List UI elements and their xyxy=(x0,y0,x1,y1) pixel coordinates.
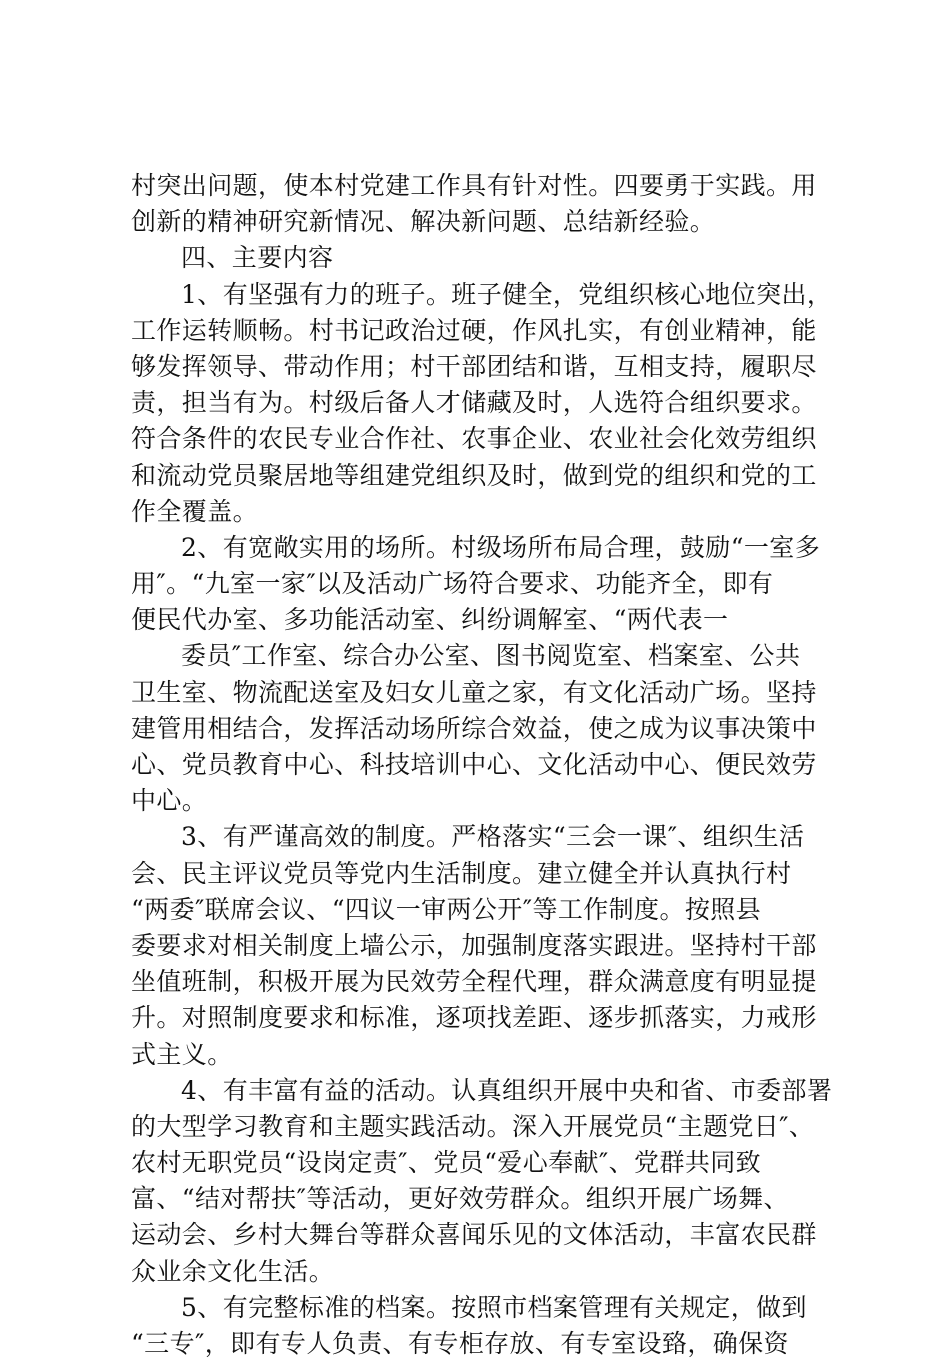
text-line: “三专″，即有专人负责、有专柜存放、有专室设臵，确保资 xyxy=(131,1329,789,1358)
text-line: 委要求对相关制度上墙公示，加强制度落实跟进。坚持村干部 xyxy=(131,930,817,960)
text-line: 创新的精神研究新情况、解决新问题、总结新经验。 xyxy=(131,207,716,237)
text-line: 式主义。 xyxy=(131,1039,233,1069)
text-line: 会、民主评议党员等党内生活制度。建立健全并认真执行村 xyxy=(131,858,792,888)
text-line: 够发挥领导、带动作用；村干部团结和谐，互相支持，履职尽 xyxy=(131,351,817,381)
text-line: 坐值班制，积极开展为民效劳全程代理，群众满意度有明显提 xyxy=(131,967,817,997)
text-line: 四、主要内容 xyxy=(181,243,334,273)
text-line: “两委″联席会议、“四议一审两公开″等工作制度。按照县 xyxy=(131,894,762,924)
text-line: 升。对照制度要求和标准，逐项找差距、逐步抓落实，力戒形 xyxy=(131,1003,817,1033)
text-line: 责，担当有为。村级后备人才储藏及时，人选符合组织要求。 xyxy=(131,388,817,418)
text-line: 符合条件的农民专业合作社、农事企业、农业社会化效劳组织 xyxy=(131,424,817,454)
text-line: 2、有宽敞实用的场所。村级场所布局合理，鼓励“一室多 xyxy=(181,532,821,562)
text-line: 和流动党员聚居地等组建党组织及时，做到党的组织和党的工 xyxy=(131,460,817,490)
text-line: 中心。 xyxy=(131,786,208,816)
text-line: 农村无职党员“设岗定责″、党员“爱心奉献″、党群共同致 xyxy=(131,1148,762,1178)
text-line: 用″。“九室一家″以及活动广场符合要求、功能齐全，即有 xyxy=(131,569,774,599)
body-text xyxy=(131,168,831,1362)
text-line: 建管用相结合，发挥活动场所综合效益，使之成为议事决策中 xyxy=(131,713,817,743)
text-line: 的大型学习教育和主题实践活动。深入开展党员“主题党日″、 xyxy=(131,1111,815,1141)
text-line: 委员″工作室、综合办公室、图书阅览室、档案室、公共 xyxy=(181,641,801,671)
text-line: 便民代办室、多功能活动室、纠纷调解室、“两代表一 xyxy=(131,605,729,635)
text-line: 作全覆盖。 xyxy=(131,496,259,526)
text-line: 3、有严谨高效的制度。严格落实“三会一课″、组织生活 xyxy=(181,822,805,852)
text-line: 5、有完整标准的档案。按照市档案管理有关规定，做到 xyxy=(181,1292,807,1322)
text-line: 4、有丰富有益的活动。认真组织开展中央和省、市委部署 xyxy=(181,1075,833,1105)
text-line: 卫生室、物流配送室及妇女儿童之家，有文化活动广场。坚持 xyxy=(131,677,817,707)
text-line: 运动会、乡村大舞台等群众喜闻乐见的文体活动，丰富农民群 xyxy=(131,1220,817,1250)
text-line: 工作运转顺畅。村书记政治过硬，作风扎实，有创业精神，能 xyxy=(131,315,817,345)
text-line: 1、有坚强有力的班子。班子健全，党组织核心地位突出， xyxy=(181,279,833,309)
text-line: 众业余文化生活。 xyxy=(131,1256,335,1286)
text-line: 村突出问题，使本村党建工作具有针对性。四要勇于实践。用 xyxy=(131,171,817,200)
text-line: 心、党员教育中心、科技培训中心、文化活动中心、便民效劳 xyxy=(131,750,817,779)
text-line: 富、“结对帮扶″等活动，更好效劳群众。组织开展广场舞、 xyxy=(131,1184,789,1214)
